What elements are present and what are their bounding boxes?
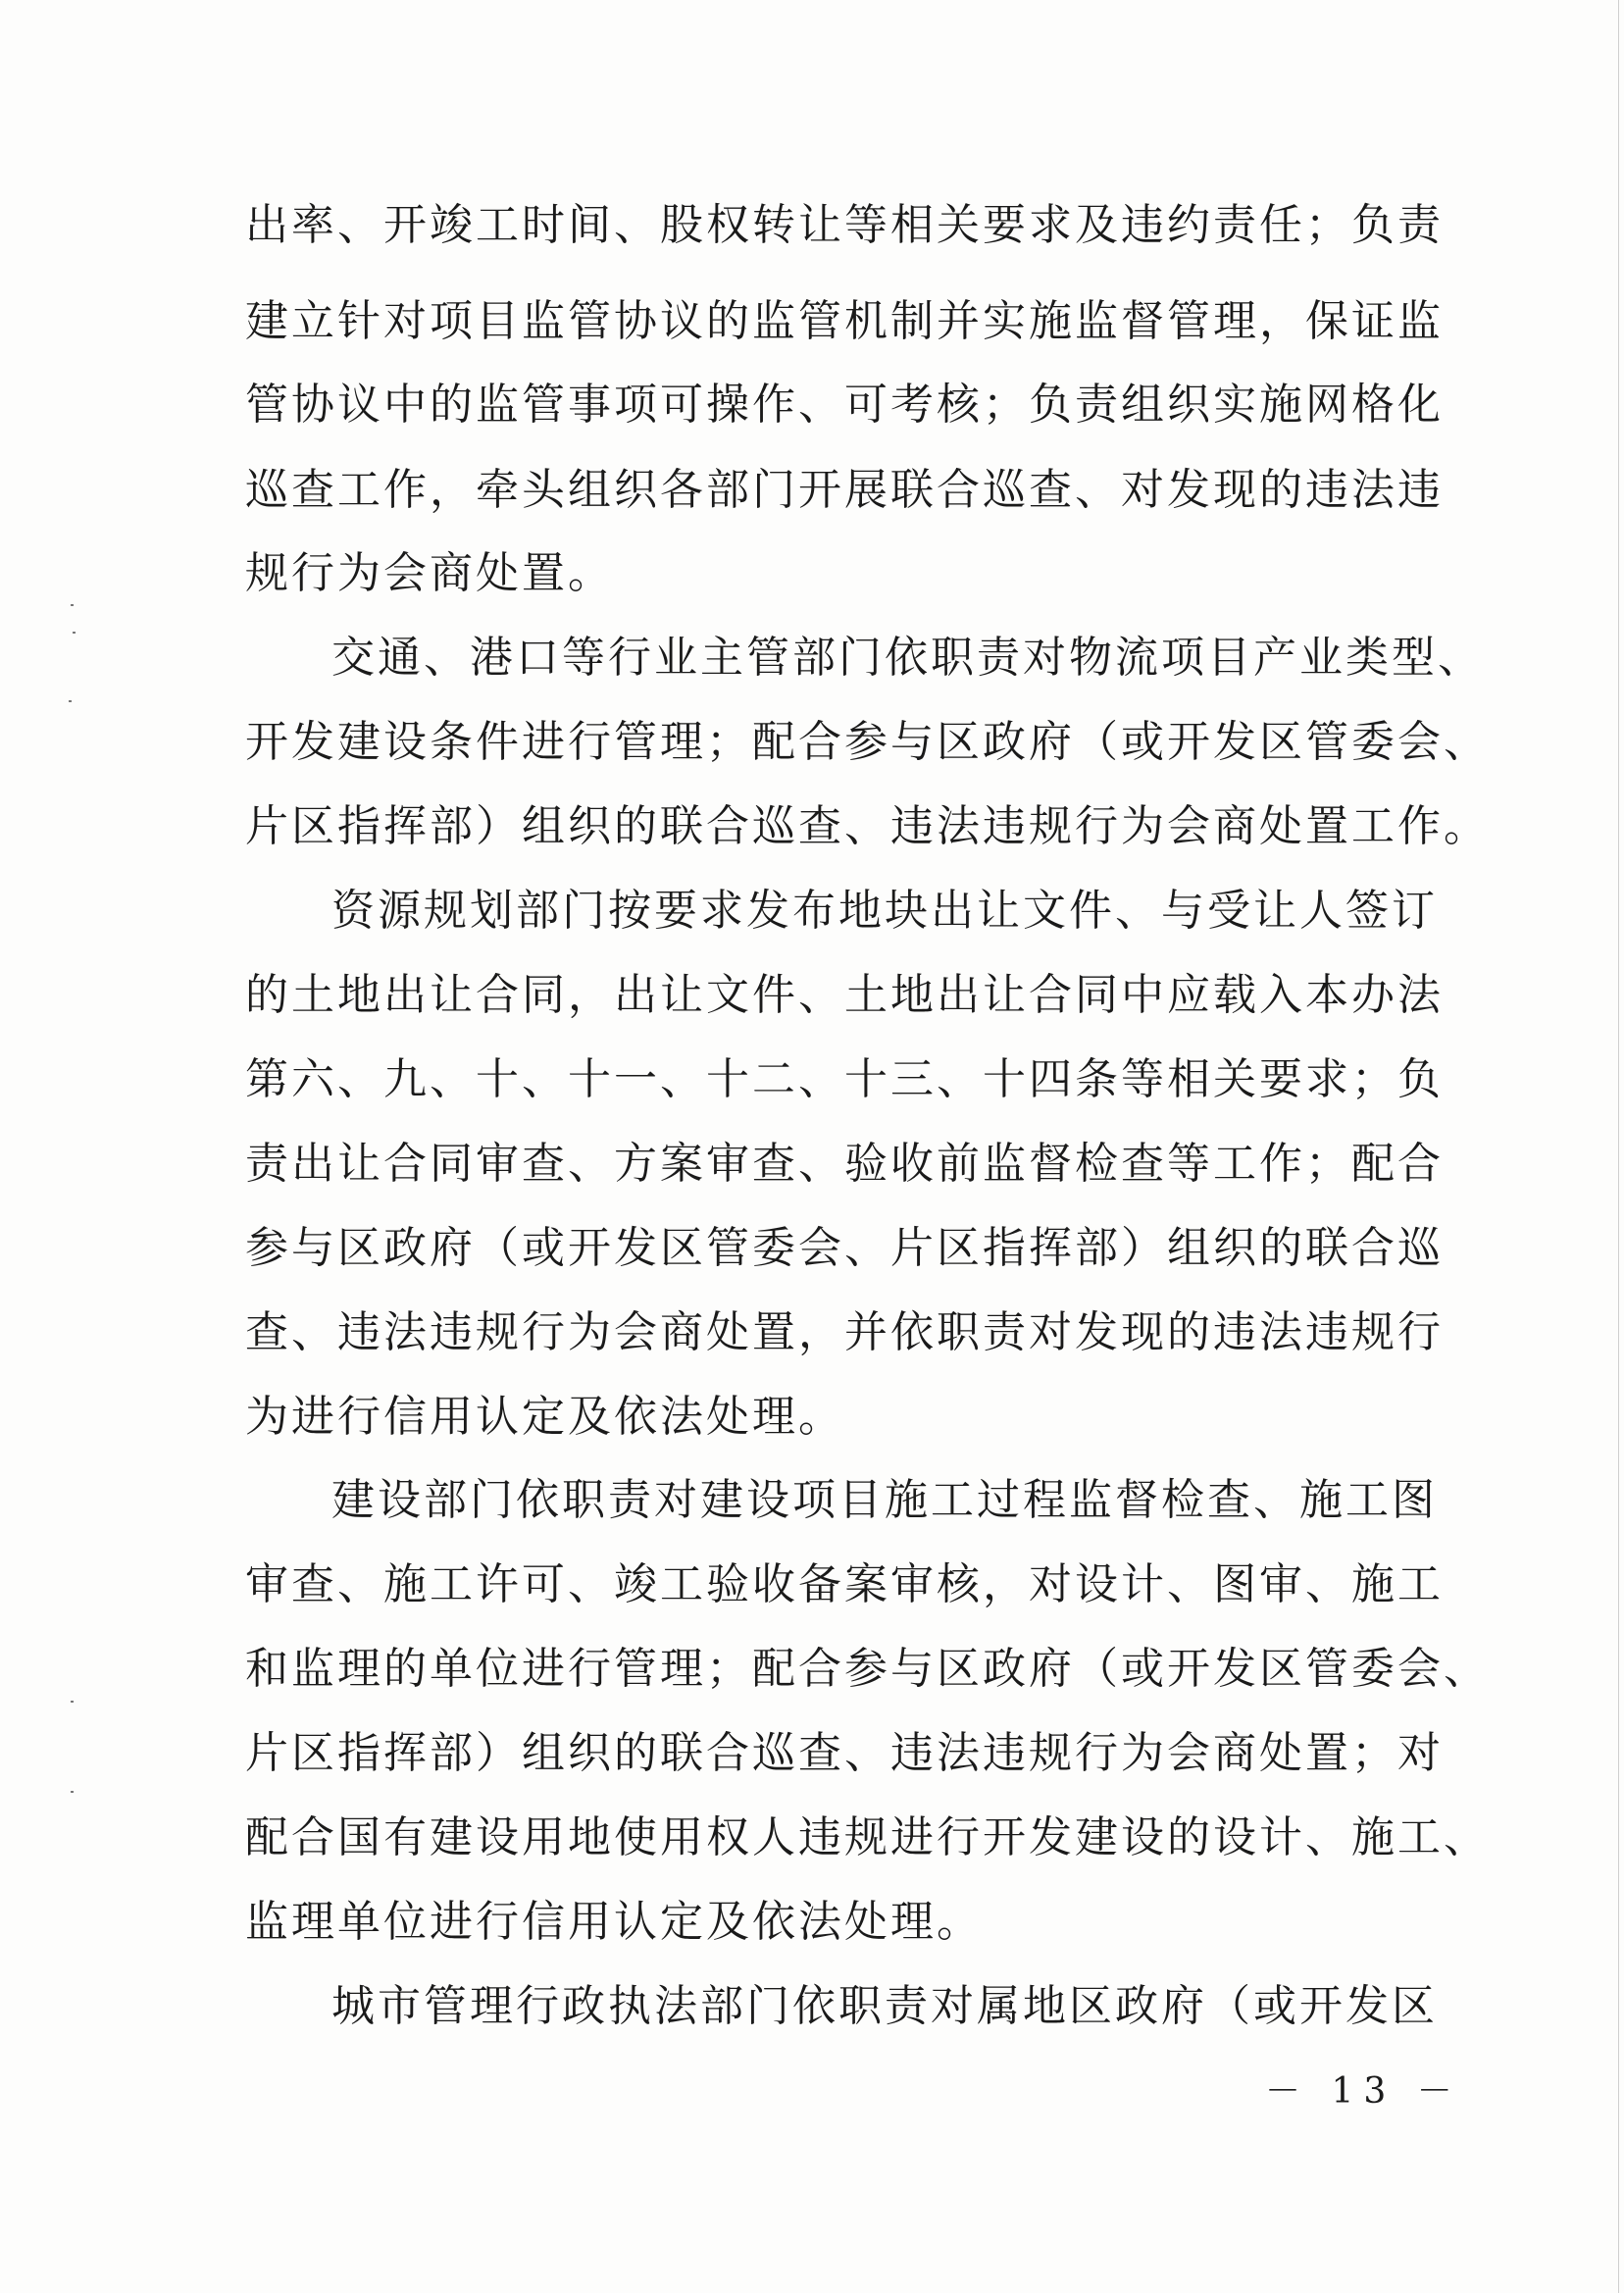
body-text-line: 查、违法违规行为会商处置，并依职责对发现的违法违规行 — [245, 1307, 1444, 1357]
paragraph-start-line: 交通、港口等行业主管部门依职责对物流项目产业类型、 — [331, 633, 1484, 683]
paragraph-start-line: 资源规划部门按要求发布地块出让文件、与受让人签订 — [331, 886, 1438, 936]
body-text-line: 审查、施工许可、竣工验收备案审核，对设计、图审、施工 — [245, 1559, 1444, 1609]
body-text-line: 的土地出让合同，出让文件、土地出让合同中应载入本办法 — [245, 970, 1444, 1020]
body-text-line: 为进行信用认定及依法处理。 — [245, 1392, 844, 1442]
scan-speck — [71, 1701, 74, 1703]
page-number: － 13 － — [1265, 2071, 1462, 2112]
scan-speck — [71, 604, 74, 606]
body-text-line: 责出让合同审查、方案审查、验收前监督检查等工作；配合 — [245, 1139, 1444, 1189]
body-text-line: 巡查工作，牵头组织各部门开展联合巡查、对发现的违法违 — [245, 465, 1444, 515]
body-text-line: 片区指挥部）组织的联合巡查、违法违规行为会商处置；对 — [245, 1728, 1444, 1778]
body-text-line: 管协议中的监管事项可操作、可考核；负责组织实施网格化 — [245, 380, 1444, 430]
body-text-line: 和监理的单位进行管理；配合参与区政府（或开发区管委会、 — [245, 1644, 1490, 1694]
body-text-line: 配合国有建设用地使用权人违规进行开发建设的设计、施工、 — [245, 1812, 1490, 1862]
body-text-line: 监理单位进行信用认定及依法处理。 — [245, 1897, 983, 1947]
scan-speck — [69, 700, 72, 702]
body-text-line: 规行为会商处置。 — [245, 548, 614, 598]
scan-edge-line — [1618, 0, 1619, 2293]
scan-speck — [73, 632, 76, 634]
body-text-line: 片区指挥部）组织的联合巡查、违法违规行为会商处置工作。 — [245, 801, 1490, 851]
paragraph-start-line: 建设部门依职责对建设项目施工过程监督检查、施工图 — [331, 1475, 1438, 1525]
body-text-line: 出率、开竣工时间、股权转让等相关要求及违约责任；负责 — [245, 200, 1444, 250]
body-text-line: 参与区政府（或开发区管委会、片区指挥部）组织的联合巡 — [245, 1223, 1444, 1273]
body-text-line: 开发建设条件进行管理；配合参与区政府（或开发区管委会、 — [245, 717, 1490, 767]
body-text-line: 建立针对项目监管协议的监管机制并实施监督管理，保证监 — [245, 296, 1444, 346]
scan-speck — [71, 1791, 74, 1793]
paragraph-start-line: 城市管理行政执法部门依职责对属地区政府（或开发区 — [331, 1981, 1438, 2031]
body-text-line: 第六、九、十、十一、十二、十三、十四条等相关要求；负 — [245, 1054, 1444, 1104]
